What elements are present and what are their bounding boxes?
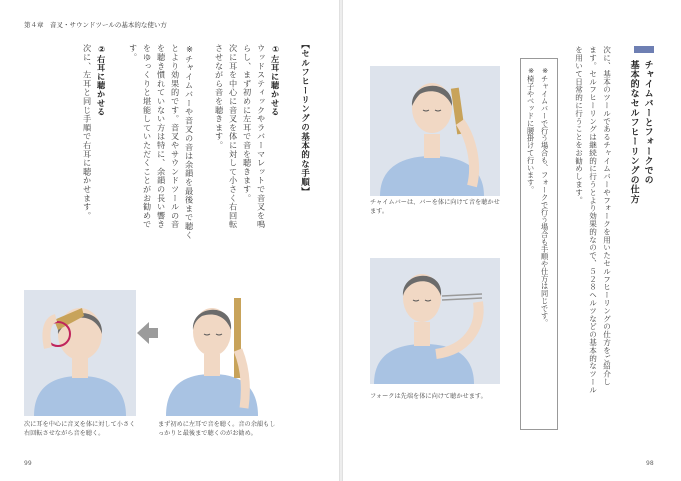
woman-illustration <box>24 290 136 416</box>
woman-illustration <box>158 290 270 416</box>
step2-line: 次に、左耳と同じ手順で右耳に聴かせます。 <box>82 44 93 220</box>
caption-chime-bar: チャイムバーは、バーを体に向けて音を聴かせます。 <box>370 199 500 215</box>
step1-line: 次に耳を中心に音叉を体に対して小さく右回転 <box>228 44 239 229</box>
note-line: ※チャイムバーや音叉の音は余韻を最後まで聴く <box>184 44 195 240</box>
note-line: とより効果的です。音叉やサウンドツールの音 <box>170 44 181 229</box>
step1-line: させながら音を聴きます。 <box>214 44 225 150</box>
step2-heading: ②右耳に聴かせる <box>96 44 107 117</box>
woman-illustration <box>370 258 500 384</box>
note-line: を聴き慣れていない方は特に、余韻の長い響き <box>156 44 167 229</box>
title-line: 基本的なセルフヒーリングの仕方 <box>628 60 639 204</box>
arrow-left-icon <box>137 320 159 346</box>
page-number-left: 99 <box>24 460 32 467</box>
note-line: ※チャイムバーで行う場合も、フォークで行う場合も手順や仕方は同じです。 <box>540 66 550 327</box>
step1-line: ウッドスティックやラバーマレットで音叉を鳴 <box>256 44 267 229</box>
gutter <box>339 0 343 481</box>
note-line: をゆっくりと堪能していただくことがお勧めで <box>142 44 153 229</box>
title-accent-bar <box>634 46 654 53</box>
section-title: 【セルフヒーリングの基本的な手順】 <box>300 40 311 197</box>
page-number-right: 98 <box>646 460 654 467</box>
title-line: チャイムバーとフォークでの <box>642 60 653 185</box>
step1-line: らし、まず初めに左耳で音を聴きます。 <box>242 44 253 203</box>
note-line: す。 <box>128 44 139 62</box>
caption-left-ear: まず初めに左耳で音を聴く。音の余韻もしっかりと最後まで聴くのがお勧め。 <box>158 421 276 437</box>
chapter-header: 第４章 音叉・サウンドツールの基本的な使い方 <box>24 21 167 29</box>
caption-fork: フォークは先端を体に向けて聴かせます。 <box>370 393 487 400</box>
step1-heading: ①左耳に聴かせる <box>270 44 281 117</box>
photo-fork <box>370 258 500 384</box>
note-line: ※椅子やベッドに腰掛けて行います。 <box>526 66 536 194</box>
intro-line: ます。セルフヒーリングは継続的に行うとより効果的なので、５２８ヘルツなどの基本的なツール <box>588 46 598 394</box>
photo-rotate-fork <box>24 290 136 416</box>
photo-left-ear-fork <box>158 290 270 416</box>
intro-line: を用いて日常的に行うことをお勧めします。 <box>574 46 584 204</box>
caption-rotate: 次に耳を中心に音叉を体に対して小さく右回転させながら音を聴く。 <box>24 421 136 437</box>
intro-line: 次に、基本のツールであるチャイムバーやフォークを用いたセルフヒーリングの仕方をご紹介し <box>602 46 612 386</box>
photo-chime-bar <box>370 66 500 196</box>
woman-illustration <box>370 66 500 196</box>
